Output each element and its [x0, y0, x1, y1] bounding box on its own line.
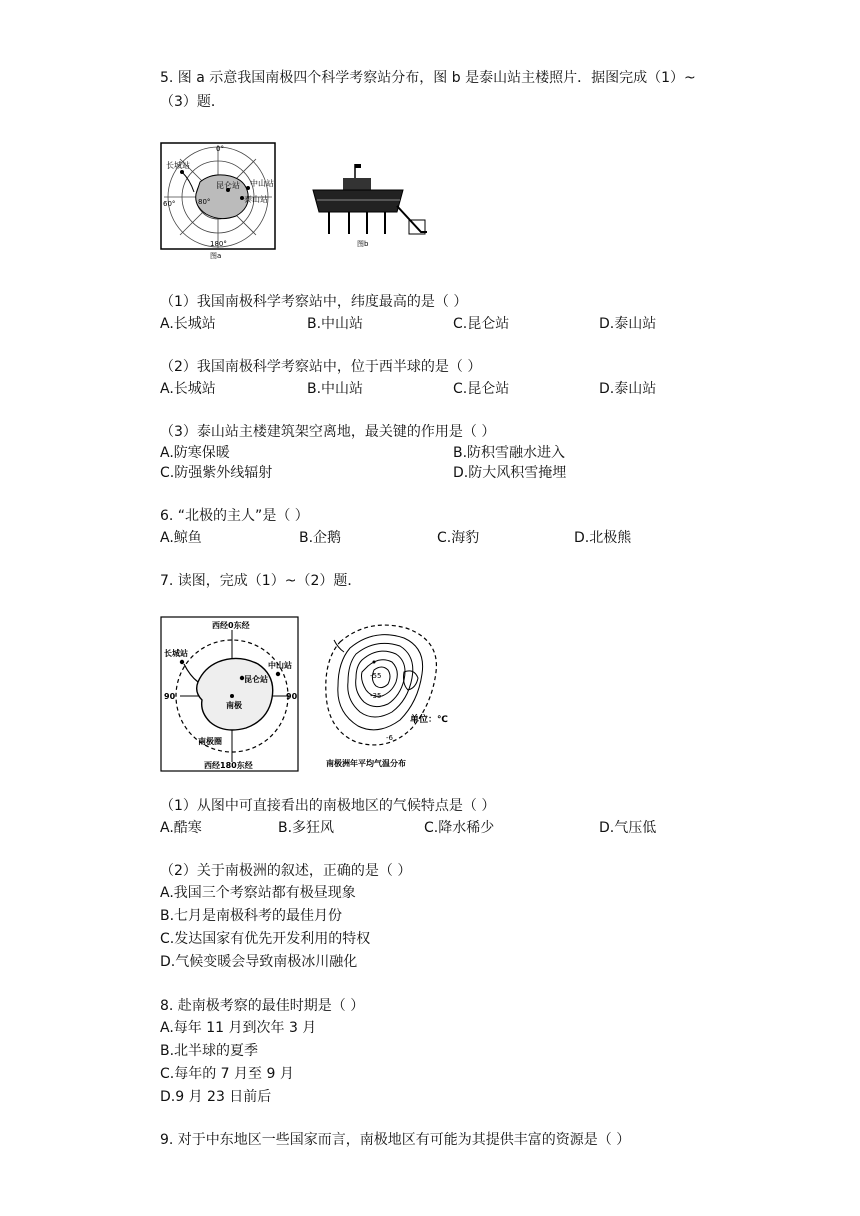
q7-temp-isotherm-35: -35: [370, 692, 382, 700]
q7-sub1-stem: （1）从图中可直接看出的南极地区的气候特点是（ ）: [160, 798, 496, 814]
q7-map-label-90-left: 90: [164, 692, 176, 701]
q7-map-label-changcheng: 长城站: [164, 649, 188, 658]
q7-sub2-stem: （2）关于南极洲的叙述，正确的是（ ）: [160, 863, 412, 879]
q7-map-label-90-right: 90: [286, 692, 298, 701]
q5-stem-line2: （3）题．: [160, 94, 225, 110]
figure-a-station-map: [160, 142, 278, 262]
q5-sub1-option-a[interactable]: A.长城站: [160, 316, 216, 332]
q7-map-label-circle: 南极圈: [198, 737, 222, 746]
q6-option-a[interactable]: A.鲸鱼: [160, 530, 202, 546]
q7-temp-isotherm-55: -55: [370, 672, 382, 680]
fig-a-label-180: 180°: [210, 240, 227, 248]
q7-antarctica-map: [160, 616, 300, 774]
q8-option-b[interactable]: B.北半球的夏季: [160, 1043, 259, 1059]
q5-sub3-option-c[interactable]: C.防强紫外线辐射: [160, 465, 273, 481]
q5-sub3-stem: （3）泰山站主楼建筑架空离地，最关键的作用是（ ）: [160, 424, 496, 440]
q5-sub3-option-d[interactable]: D.防大风积雪掩埋: [453, 465, 567, 481]
q5-sub3-option-b[interactable]: B.防积雪融水进入: [453, 445, 566, 461]
fig-a-label-zhongshan: 中山站: [250, 179, 274, 188]
figure-b-taishan-building: [305, 160, 430, 250]
q5-sub1-stem: （1）我国南极科学考察站中，纬度最高的是（ ）: [160, 294, 468, 310]
q7-sub2-option-c[interactable]: C.发达国家有优先开发利用的特权: [160, 931, 371, 947]
q6-option-c[interactable]: C.海豹: [437, 530, 480, 546]
q5-sub1-option-b[interactable]: B.中山站: [307, 316, 364, 332]
fig-a-label-80: 80°: [198, 198, 211, 206]
q5-sub2-option-c[interactable]: C.昆仑站: [453, 381, 510, 397]
q7-temp-unit: 单位：℃: [410, 715, 448, 725]
fig-b-caption: 图b: [357, 240, 369, 248]
q7-sub2-option-d[interactable]: D.气候变暖会导致南极冰川融化: [160, 954, 358, 970]
fig-a-label-taishan: 泰山站: [244, 195, 268, 204]
q5-sub1-option-d[interactable]: D.泰山站: [599, 316, 657, 332]
q8-option-c[interactable]: C.每年的 7 月至 9 月: [160, 1066, 294, 1082]
q6-option-d[interactable]: D.北极熊: [574, 530, 632, 546]
fig-a-caption: 图a: [210, 252, 222, 260]
q7-temp-caption: 南极洲年平均气温分布: [326, 759, 406, 768]
q5-sub2-option-d[interactable]: D.泰山站: [599, 381, 657, 397]
q7-sub1-option-a[interactable]: A.酷寒: [160, 820, 202, 836]
q7-temperature-map: [318, 612, 468, 772]
q7-map-label-kunlun: 昆仑站: [244, 675, 268, 684]
q7-sub1-option-b[interactable]: B.多狂风: [278, 820, 335, 836]
q8-stem: 8. 赴南极考察的最佳时期是（ ）: [160, 998, 365, 1014]
q7-sub2-option-b[interactable]: B.七月是南极科考的最佳月份: [160, 908, 343, 924]
q5-sub2-stem: （2）我国南极科学考察站中，位于西半球的是（ ）: [160, 359, 482, 375]
q7-map-label-zhongshan: 中山站: [268, 661, 292, 670]
q6-stem: 6. “北极的主人”是（ ）: [160, 508, 309, 524]
q7-map-label-pole: 南极: [226, 701, 242, 710]
q5-sub3-option-a[interactable]: A.防寒保暖: [160, 445, 230, 461]
fig-a-label-changcheng: 长城站: [166, 161, 190, 170]
q5-sub2-option-b[interactable]: B.中山站: [307, 381, 364, 397]
q5-sub2-option-a[interactable]: A.长城站: [160, 381, 216, 397]
fig-a-label-60: 60°: [163, 200, 176, 208]
fig-a-label-kunlun: 昆仑站: [216, 181, 240, 190]
q6-option-b[interactable]: B.企鹅: [299, 530, 342, 546]
q7-map-top-label: 西经0东经: [212, 621, 250, 630]
q8-option-a[interactable]: A.每年 11 月到次年 3 月: [160, 1020, 317, 1036]
q7-sub1-option-c[interactable]: C.降水稀少: [424, 820, 495, 836]
q7-sub2-option-a[interactable]: A.我国三个考察站都有极昼现象: [160, 885, 356, 901]
q5-stem-line1: 5. 图 a 示意我国南极四个科学考察站分布，图 b 是泰山站主楼照片．据图完成（1）~: [160, 70, 696, 86]
fig-a-label-0: 0°: [216, 145, 224, 153]
q7-stem: 7. 读图，完成（1）~（2）题．: [160, 573, 362, 589]
q8-option-d[interactable]: D.9 月 23 日前后: [160, 1089, 272, 1105]
q5-sub1-option-c[interactable]: C.昆仑站: [453, 316, 510, 332]
q7-sub1-option-d[interactable]: D.气压低: [599, 820, 657, 836]
q7-temp-isotherm-6: -6: [386, 734, 393, 742]
q9-stem: 9. 对于中东地区一些国家而言，南极地区有可能为其提供丰富的资源是（ ）: [160, 1132, 631, 1148]
q7-map-bottom-label: 西经180东经: [204, 761, 253, 770]
